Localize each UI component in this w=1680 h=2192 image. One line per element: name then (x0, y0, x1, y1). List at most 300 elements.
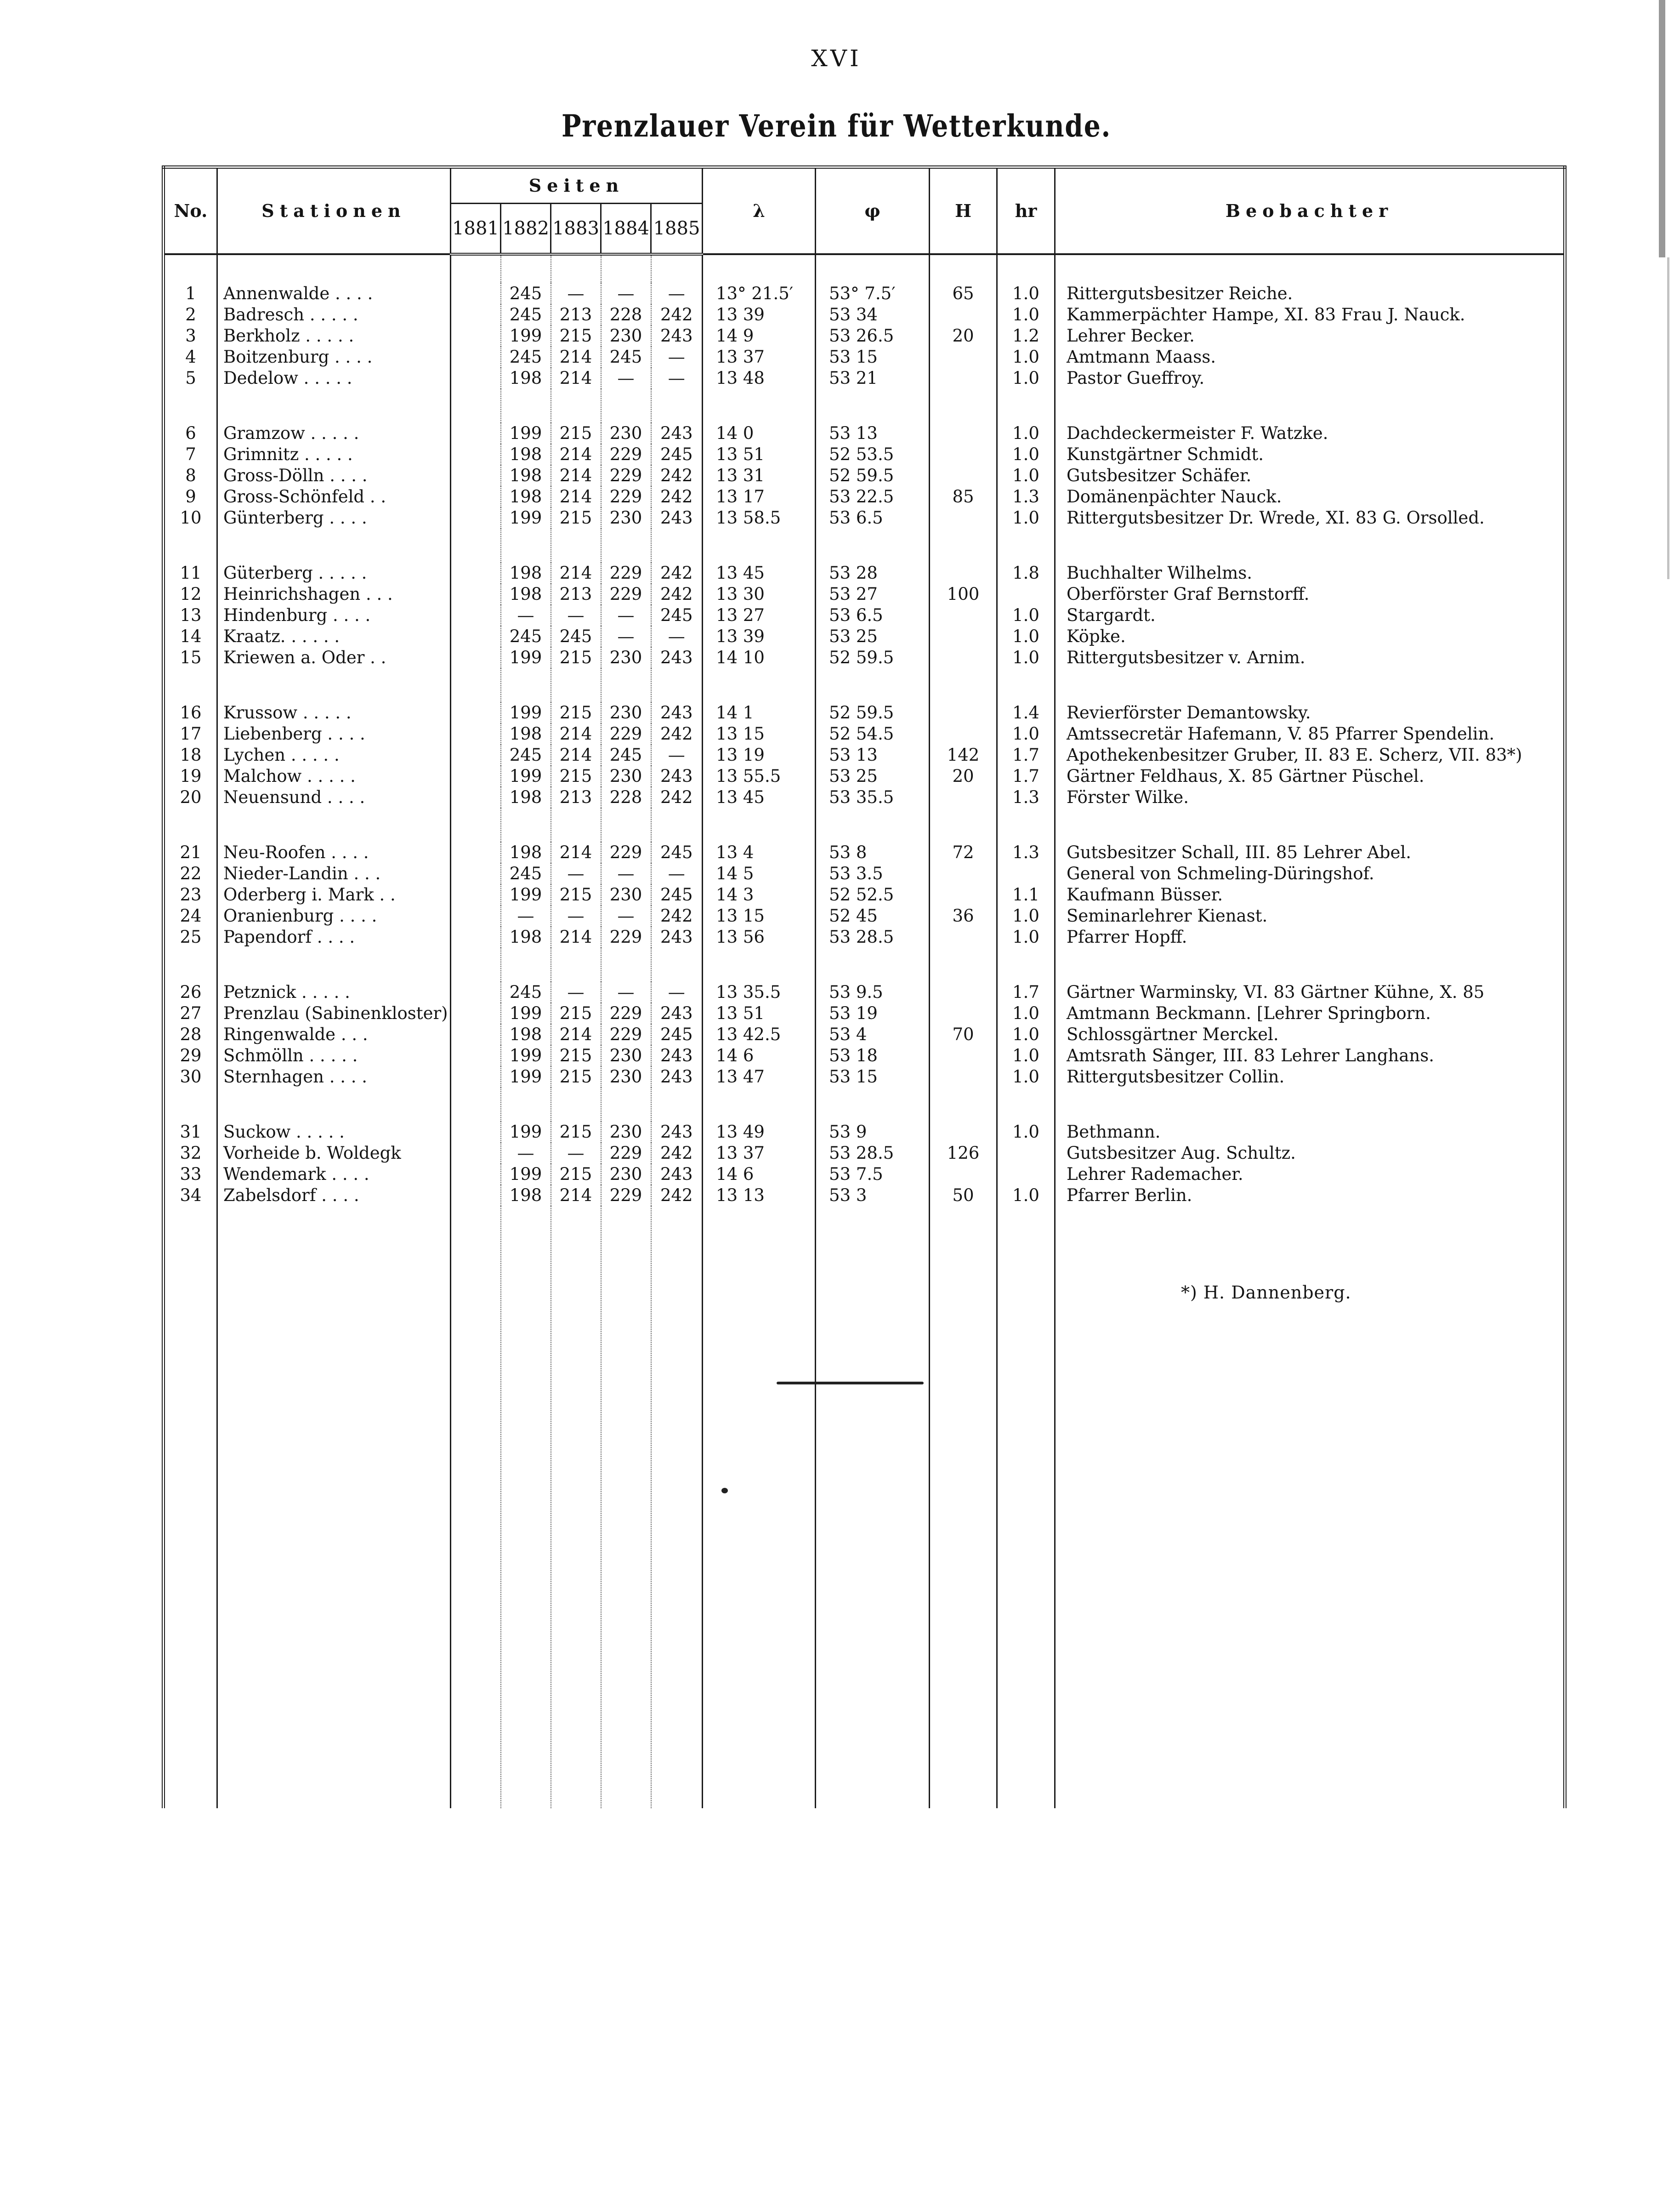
page-1881 (451, 787, 501, 808)
page-1884: 229 (601, 927, 651, 948)
header-seiten: Seiten (451, 167, 703, 204)
page-1881 (451, 584, 501, 605)
latitude: 53 6.5 (816, 605, 930, 626)
station-no: 24 (164, 905, 217, 927)
altitude: 100 (930, 584, 997, 605)
observer-name: Oberförster Graf Bernstorff. (1067, 584, 1310, 604)
gauge-height (997, 1164, 1055, 1185)
page-1881 (451, 863, 501, 884)
table-row (164, 702, 1565, 723)
station-name: Papendorf . . . . (217, 927, 451, 948)
page-1883: — (551, 605, 601, 626)
gauge-height: 1.0 (997, 1066, 1055, 1087)
altitude (930, 347, 997, 368)
page-1883: 214 (551, 723, 601, 745)
station-no: 5 (164, 368, 217, 389)
page-1882: 199 (501, 423, 551, 444)
page-1883: — (551, 1143, 601, 1164)
page-1883: 214 (551, 745, 601, 766)
page-1885: 243 (651, 1045, 703, 1066)
page-1881 (451, 647, 501, 668)
latitude: 53 8 (816, 842, 930, 863)
page-1881 (451, 605, 501, 626)
station-no: 22 (164, 863, 217, 884)
observer-name: Amtmann Maass. (1067, 347, 1216, 367)
station-no: 26 (164, 982, 217, 1003)
longitude: 13 19 (703, 745, 816, 766)
station-no: 2 (164, 304, 217, 325)
latitude: 53 28.5 (816, 1143, 930, 1164)
gauge-height: 1.0 (997, 444, 1055, 465)
table-row (164, 927, 1565, 948)
station-no: 1 (164, 283, 217, 304)
station-name: Liebenberg . . . . (217, 723, 451, 745)
longitude: 14 3 (703, 884, 816, 905)
page-1882: 245 (501, 304, 551, 325)
page-1883: 214 (551, 444, 601, 465)
station-no: 17 (164, 723, 217, 745)
page-1885: 242 (651, 1143, 703, 1164)
station-name: Gramzow . . . . . (217, 423, 451, 444)
page-1883: 215 (551, 507, 601, 529)
page-1883: 213 (551, 787, 601, 808)
latitude: 53 22.5 (816, 486, 930, 507)
page-1884: 230 (601, 423, 651, 444)
page-1883: 215 (551, 1122, 601, 1143)
page-1882: 198 (501, 723, 551, 745)
gauge-height: 1.3 (997, 842, 1055, 863)
station-name: Gross-Dölln . . . . (217, 465, 451, 486)
table-row (164, 423, 1565, 444)
page-1882: 198 (501, 486, 551, 507)
page-1882: — (501, 905, 551, 927)
page-1883: — (551, 905, 601, 927)
station-no: 16 (164, 702, 217, 723)
longitude: 13 37 (703, 1143, 816, 1164)
station-name: Sternhagen . . . . (217, 1066, 451, 1087)
longitude: 13 37 (703, 347, 816, 368)
page-1885: 243 (651, 647, 703, 668)
page-1881 (451, 368, 501, 389)
page-1881 (451, 905, 501, 927)
latitude: 53 3.5 (816, 863, 930, 884)
table-row (164, 486, 1565, 507)
gauge-height: 1.8 (997, 563, 1055, 584)
table-row (164, 1003, 1565, 1024)
group-spacer (164, 1087, 1565, 1122)
altitude (930, 626, 997, 647)
header-observer: Beobachter (1055, 167, 1565, 255)
page-1881 (451, 982, 501, 1003)
header-year-1885: 1885 (651, 204, 703, 255)
station-no: 33 (164, 1164, 217, 1185)
gauge-height: 1.3 (997, 787, 1055, 808)
longitude: 14 5 (703, 863, 816, 884)
altitude (930, 787, 997, 808)
gauge-height (997, 1143, 1055, 1164)
observer-name: Rittergutsbesitzer v. Arnim. (1067, 648, 1305, 667)
latitude: 53 19 (816, 1003, 930, 1024)
gauge-height: 1.3 (997, 486, 1055, 507)
station-name: Zabelsdorf . . . . (217, 1185, 451, 1206)
page-1883: 215 (551, 423, 601, 444)
table-row (164, 507, 1565, 529)
latitude: 53 4 (816, 1024, 930, 1045)
station-name: Boitzenburg . . . . (217, 347, 451, 368)
station-no: 29 (164, 1045, 217, 1066)
group-spacer (164, 668, 1565, 702)
latitude: 53 25 (816, 766, 930, 787)
table-row (164, 1143, 1565, 1164)
page-1885: — (651, 347, 703, 368)
header-spacer (164, 254, 1565, 283)
altitude (930, 927, 997, 948)
table-row (164, 1164, 1565, 1185)
gauge-height: 1.7 (997, 982, 1055, 1003)
header-year-1881: 1881 (451, 204, 501, 255)
observer-name: Rittergutsbesitzer Dr. Wrede, XI. 83 G. Orsolled. (1067, 508, 1485, 528)
table-row (164, 766, 1565, 787)
page-1883: — (551, 283, 601, 304)
page-1885: 243 (651, 507, 703, 529)
table-row (164, 863, 1565, 884)
longitude: 13 30 (703, 584, 816, 605)
page-1885: — (651, 982, 703, 1003)
altitude: 85 (930, 486, 997, 507)
table-row (164, 304, 1565, 325)
gauge-height: 1.0 (997, 465, 1055, 486)
gauge-height: 1.0 (997, 347, 1055, 368)
longitude: 13 45 (703, 563, 816, 584)
longitude: 13 42.5 (703, 1024, 816, 1045)
observer-name: Lehrer Rademacher. (1067, 1164, 1243, 1184)
latitude: 53 18 (816, 1045, 930, 1066)
page-1882: 199 (501, 766, 551, 787)
altitude (930, 605, 997, 626)
observer-name: Pfarrer Berlin. (1067, 1185, 1192, 1205)
page-1881 (451, 486, 501, 507)
latitude: 53 15 (816, 1066, 930, 1087)
latitude: 52 54.5 (816, 723, 930, 745)
page-1883: 215 (551, 1003, 601, 1024)
page-1885: 245 (651, 884, 703, 905)
page-1882: 245 (501, 283, 551, 304)
page-1883: 215 (551, 325, 601, 347)
station-no: 27 (164, 1003, 217, 1024)
page-1882: 245 (501, 347, 551, 368)
page-1884: 229 (601, 444, 651, 465)
latitude: 53 28 (816, 563, 930, 584)
altitude (930, 884, 997, 905)
longitude: 13 39 (703, 626, 816, 647)
station-no: 32 (164, 1143, 217, 1164)
latitude: 53 13 (816, 423, 930, 444)
latitude: 53 9 (816, 1122, 930, 1143)
table-row (164, 465, 1565, 486)
page-1881 (451, 1003, 501, 1024)
longitude: 13 35.5 (703, 982, 816, 1003)
altitude (930, 423, 997, 444)
page-1884: 230 (601, 884, 651, 905)
table-row (164, 745, 1565, 766)
page-1881 (451, 563, 501, 584)
latitude: 53 28.5 (816, 927, 930, 948)
gauge-height: 1.0 (997, 1045, 1055, 1066)
page-1884: 230 (601, 766, 651, 787)
altitude: 142 (930, 745, 997, 766)
observer-name: Gutsbesitzer Schäfer. (1067, 466, 1252, 485)
observer-name: Amtsrath Sänger, III. 83 Lehrer Langhans. (1067, 1046, 1435, 1065)
longitude: 14 6 (703, 1164, 816, 1185)
page-1881 (451, 702, 501, 723)
page-1882: 198 (501, 563, 551, 584)
latitude: 53 15 (816, 347, 930, 368)
table-row (164, 347, 1565, 368)
longitude: 13 56 (703, 927, 816, 948)
observer-name: Buchhalter Wilhelms. (1067, 563, 1252, 583)
page-1885: 243 (651, 325, 703, 347)
station-no: 7 (164, 444, 217, 465)
ornamental-dash (777, 1382, 924, 1384)
station-name: Günterberg . . . . (217, 507, 451, 529)
altitude (930, 982, 997, 1003)
table-row (164, 444, 1565, 465)
station-no: 25 (164, 927, 217, 948)
station-name: Malchow . . . . . (217, 766, 451, 787)
page-1884: 229 (601, 584, 651, 605)
longitude: 13 48 (703, 368, 816, 389)
station-name: Wendemark . . . . (217, 1164, 451, 1185)
page-1885: — (651, 863, 703, 884)
page-1884: 230 (601, 1164, 651, 1185)
page-1881 (451, 1122, 501, 1143)
observer-name: Schlossgärtner Merckel. (1067, 1025, 1279, 1044)
page-1883: 214 (551, 927, 601, 948)
page-1885: 243 (651, 927, 703, 948)
page-1882: 199 (501, 1122, 551, 1143)
page-1884: 229 (601, 842, 651, 863)
station-no: 10 (164, 507, 217, 529)
gauge-height: 1.0 (997, 605, 1055, 626)
page-1883: 214 (551, 486, 601, 507)
gauge-height: 1.0 (997, 423, 1055, 444)
station-name: Annenwalde . . . . (217, 283, 451, 304)
page-1884: — (601, 982, 651, 1003)
page-1882: 198 (501, 465, 551, 486)
longitude: 14 1 (703, 702, 816, 723)
observer-name: Gutsbesitzer Aug. Schultz. (1067, 1143, 1296, 1163)
page-1885: 242 (651, 304, 703, 325)
longitude: 14 10 (703, 647, 816, 668)
page-1882: 199 (501, 1066, 551, 1087)
observer-name: Rittergutsbesitzer Collin. (1067, 1067, 1285, 1087)
latitude: 52 53.5 (816, 444, 930, 465)
page-1884: 229 (601, 1024, 651, 1045)
page-1882: 199 (501, 1045, 551, 1066)
gauge-height: 1.0 (997, 927, 1055, 948)
longitude: 13° 21.5′ (703, 283, 816, 304)
longitude: 13 49 (703, 1122, 816, 1143)
page-1884: 230 (601, 702, 651, 723)
altitude (930, 1003, 997, 1024)
page-1885: 245 (651, 605, 703, 626)
altitude (930, 1122, 997, 1143)
station-name: Oranienburg . . . . (217, 905, 451, 927)
page-1885: 245 (651, 1024, 703, 1045)
page-1882: 245 (501, 982, 551, 1003)
station-no: 13 (164, 605, 217, 626)
observer-name: Gutsbesitzer Schall, III. 85 Lehrer Abel. (1067, 843, 1411, 862)
longitude: 13 27 (703, 605, 816, 626)
longitude: 13 47 (703, 1066, 816, 1087)
page-1885: — (651, 745, 703, 766)
observer-name: Förster Wilke. (1067, 787, 1189, 807)
observer-name: Bethmann. (1067, 1122, 1161, 1142)
page-1882: — (501, 605, 551, 626)
gauge-height: 1.1 (997, 884, 1055, 905)
longitude: 13 13 (703, 1185, 816, 1206)
page-1882: 198 (501, 842, 551, 863)
observer-name: Pfarrer Hopff. (1067, 927, 1187, 947)
gauge-height: 1.0 (997, 626, 1055, 647)
page-1885: — (651, 626, 703, 647)
table-row (164, 647, 1565, 668)
station-name: Neu-Roofen . . . . (217, 842, 451, 863)
station-name: Berkholz . . . . . (217, 325, 451, 347)
page-1882: — (501, 1143, 551, 1164)
table-row (164, 1185, 1565, 1206)
page-1881 (451, 745, 501, 766)
page-1881 (451, 1185, 501, 1206)
page-1883: 213 (551, 584, 601, 605)
header-lambda: λ (703, 167, 816, 255)
page-1881 (451, 1024, 501, 1045)
altitude (930, 1066, 997, 1087)
page-1882: 199 (501, 325, 551, 347)
table-row (164, 325, 1565, 347)
longitude: 14 9 (703, 325, 816, 347)
page-1883: 245 (551, 626, 601, 647)
page-1881 (451, 465, 501, 486)
header-phi: φ (816, 167, 930, 255)
page-1881 (451, 1045, 501, 1066)
station-name: Prenzlau (Sabinenkloster) (217, 1003, 451, 1024)
table-row (164, 723, 1565, 745)
page-1885: 243 (651, 1122, 703, 1143)
stations-table (162, 165, 1566, 1808)
observer-name: Gärtner Warminsky, VI. 83 Gärtner Kühne, X. 85 (1067, 982, 1485, 1002)
observer-name: Gärtner Feldhaus, X. 85 Gärtner Püschel. (1067, 766, 1425, 786)
station-name: Dedelow . . . . . (217, 368, 451, 389)
latitude: 53 34 (816, 304, 930, 325)
station-no: 4 (164, 347, 217, 368)
table-body (164, 254, 1565, 1808)
page-1881 (451, 1143, 501, 1164)
page-1881 (451, 507, 501, 529)
station-name: Badresch . . . . . (217, 304, 451, 325)
binding-line (1667, 257, 1669, 579)
page-title: Prenzlauer Verein für Wetterkunde. (561, 108, 1112, 144)
latitude: 52 45 (816, 905, 930, 927)
longitude: 13 15 (703, 905, 816, 927)
longitude: 14 0 (703, 423, 816, 444)
header-year-1884: 1884 (601, 204, 651, 255)
longitude: 13 51 (703, 444, 816, 465)
longitude: 13 17 (703, 486, 816, 507)
page-1882: 199 (501, 507, 551, 529)
altitude (930, 507, 997, 529)
observer-name: Seminarlehrer Kienast. (1067, 906, 1268, 926)
group-spacer (164, 529, 1565, 563)
longitude: 13 45 (703, 787, 816, 808)
page-1885: 245 (651, 842, 703, 863)
table-blank-area (164, 1206, 1565, 1808)
altitude (930, 863, 997, 884)
latitude: 53 25 (816, 626, 930, 647)
station-name: Lychen . . . . . (217, 745, 451, 766)
page-1882: 199 (501, 1003, 551, 1024)
station-no: 6 (164, 423, 217, 444)
station-no: 8 (164, 465, 217, 486)
page-1883: 214 (551, 1024, 601, 1045)
table-row (164, 1045, 1565, 1066)
page-1885: 243 (651, 1164, 703, 1185)
station-no: 3 (164, 325, 217, 347)
station-no: 18 (164, 745, 217, 766)
page-1883: 215 (551, 1164, 601, 1185)
station-no: 30 (164, 1066, 217, 1087)
page-1883: 215 (551, 766, 601, 787)
altitude (930, 723, 997, 745)
latitude: 53 35.5 (816, 787, 930, 808)
table-row (164, 626, 1565, 647)
station-name: Gross-Schönfeld . . (217, 486, 451, 507)
station-no: 20 (164, 787, 217, 808)
station-no: 15 (164, 647, 217, 668)
page-1883: 214 (551, 563, 601, 584)
page-1884: — (601, 626, 651, 647)
table-row (164, 884, 1565, 905)
binding-edge (1659, 0, 1665, 257)
gauge-height: 1.0 (997, 507, 1055, 529)
page-1881 (451, 283, 501, 304)
page-1882: 199 (501, 647, 551, 668)
page-1883: — (551, 863, 601, 884)
page-1882: 245 (501, 745, 551, 766)
page-1884: 229 (601, 1003, 651, 1024)
gauge-height: 1.7 (997, 766, 1055, 787)
longitude: 13 58.5 (703, 507, 816, 529)
table-row (164, 905, 1565, 927)
page-1882: 198 (501, 584, 551, 605)
station-name: Krussow . . . . . (217, 702, 451, 723)
page-1884: 228 (601, 787, 651, 808)
page-1881 (451, 304, 501, 325)
page-1882: 198 (501, 368, 551, 389)
page-1882: 245 (501, 863, 551, 884)
longitude: 13 4 (703, 842, 816, 863)
station-name: Hindenburg . . . . (217, 605, 451, 626)
page-1885: 242 (651, 486, 703, 507)
latitude: 53 13 (816, 745, 930, 766)
page-1885: 242 (651, 465, 703, 486)
station-name: Güterberg . . . . . (217, 563, 451, 584)
page-1885: 243 (651, 766, 703, 787)
page-1882: 198 (501, 787, 551, 808)
altitude (930, 702, 997, 723)
station-no: 31 (164, 1122, 217, 1143)
observer-name: Apothekenbesitzer Gruber, II. 83 E. Scherz, VII. 83*) (1067, 745, 1522, 765)
